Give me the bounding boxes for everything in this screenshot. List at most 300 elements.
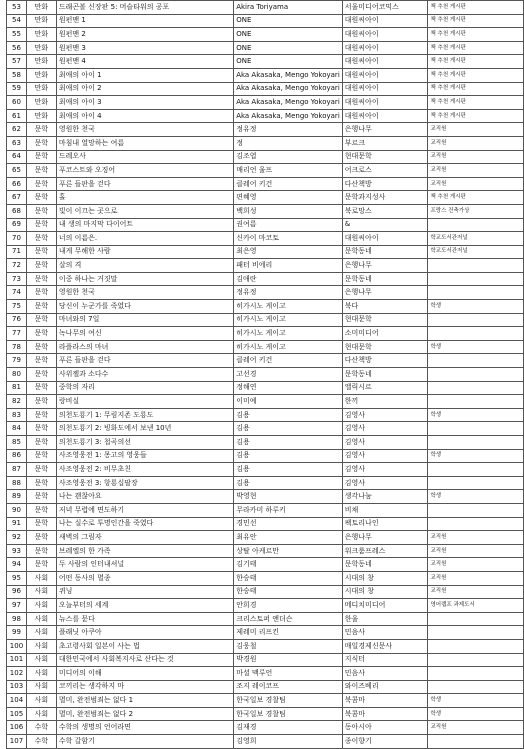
cell-category: 문학 xyxy=(26,544,56,558)
cell-title: 살의 격 xyxy=(56,259,233,273)
cell-publisher: 부르크 xyxy=(342,136,428,150)
cell-row-number: 90 xyxy=(7,503,27,517)
cell-recommender: 교직원 xyxy=(428,136,524,150)
cell-title: 두 사람의 인터내셔널 xyxy=(56,558,233,572)
table-row xyxy=(7,707,524,721)
cell-recommender xyxy=(428,381,524,395)
cell-title: 나는 괜찮아요 xyxy=(56,490,233,504)
table-row xyxy=(7,503,524,517)
cell-row-number: 74 xyxy=(7,286,27,300)
cell-row-number: 91 xyxy=(7,517,27,531)
cell-publisher: 한끼 xyxy=(342,395,428,409)
table-row xyxy=(7,28,524,42)
cell-category: 만화 xyxy=(26,68,56,82)
cell-recommender: 책 추천 게시판 xyxy=(428,109,524,123)
cell-recommender xyxy=(428,368,524,382)
cell-author: 한국일보 경찰팀 xyxy=(234,694,343,708)
cell-recommender: 학교도서관저널 xyxy=(428,245,524,259)
cell-title: 최애의 아이 1 xyxy=(56,68,233,82)
cell-title: 너의 이름은. xyxy=(56,232,233,246)
cell-publisher: 대원씨아이 xyxy=(342,14,428,28)
cell-author: 정해연 xyxy=(234,381,343,395)
table-row xyxy=(7,463,524,477)
cell-publisher: & xyxy=(342,218,428,232)
cell-recommender: 프랑스 건축가상 xyxy=(428,204,524,218)
cell-author: 한국일보 경찰팀 xyxy=(234,707,343,721)
cell-row-number: 85 xyxy=(7,436,27,450)
cell-recommender: 책 추천 게시판 xyxy=(428,191,524,205)
cell-title: 랑비실 xyxy=(56,395,233,409)
cell-author: 김용 xyxy=(234,422,343,436)
cell-category: 사회 xyxy=(26,667,56,681)
table-row xyxy=(7,313,524,327)
table-row xyxy=(7,544,524,558)
cell-title: 퀴닝 xyxy=(56,585,233,599)
cell-recommender xyxy=(428,667,524,681)
cell-title: 최애의 아이 4 xyxy=(56,109,233,123)
cell-row-number: 107 xyxy=(7,735,27,749)
cell-recommender xyxy=(428,422,524,436)
cell-title: 의천도룡기 3: 첩곡의선 xyxy=(56,436,233,450)
cell-title: 원펀맨 2 xyxy=(56,28,233,42)
table-row xyxy=(7,599,524,613)
cell-row-number: 87 xyxy=(7,463,27,477)
cell-row-number: 83 xyxy=(7,408,27,422)
cell-recommender xyxy=(428,517,524,531)
cell-title: 플래닛 아쿠아 xyxy=(56,626,233,640)
cell-recommender xyxy=(428,639,524,653)
table-row xyxy=(7,721,524,735)
cell-author: 마셜 맥루언 xyxy=(234,667,343,681)
cell-category: 사회 xyxy=(26,599,56,613)
cell-recommender: 책 추천 게시판 xyxy=(428,82,524,96)
cell-recommender xyxy=(428,680,524,694)
cell-publisher: 워크룸프레스 xyxy=(342,544,428,558)
table-row xyxy=(7,449,524,463)
cell-row-number: 75 xyxy=(7,300,27,314)
cell-title: 빛이 이끄는 곳으로 xyxy=(56,204,233,218)
cell-publisher: 대원씨아이 xyxy=(342,41,428,55)
cell-author: 백희성 xyxy=(234,204,343,218)
table-row xyxy=(7,571,524,585)
cell-row-number: 67 xyxy=(7,191,27,205)
cell-category: 문학 xyxy=(26,558,56,572)
cell-recommender: 교직원 xyxy=(428,123,524,137)
cell-author: 패터 비에리 xyxy=(234,259,343,273)
cell-recommender xyxy=(428,653,524,667)
cell-publisher: 종이향기 xyxy=(342,735,428,749)
cell-row-number: 80 xyxy=(7,368,27,382)
cell-category: 수학 xyxy=(26,735,56,749)
cell-recommender: 교직원 xyxy=(428,164,524,178)
cell-category: 사회 xyxy=(26,585,56,599)
cell-publisher: 현대문학 xyxy=(342,313,428,327)
cell-publisher: 김영사 xyxy=(342,422,428,436)
cell-category: 문학 xyxy=(26,340,56,354)
cell-publisher: 다산책방 xyxy=(342,354,428,368)
cell-title: 푸른 들판을 걷다 xyxy=(56,354,233,368)
table-row xyxy=(7,653,524,667)
cell-publisher: 생각나눔 xyxy=(342,490,428,504)
cell-title: 영원한 천국 xyxy=(56,123,233,137)
cell-row-number: 53 xyxy=(7,1,27,15)
cell-category: 만화 xyxy=(26,41,56,55)
cell-row-number: 66 xyxy=(7,177,27,191)
cell-publisher: 북로망스 xyxy=(342,204,428,218)
cell-recommender: 교직원 xyxy=(428,558,524,572)
cell-category: 만화 xyxy=(26,28,56,42)
table-row xyxy=(7,245,524,259)
cell-category: 사회 xyxy=(26,707,56,721)
cell-publisher: 북콤마 xyxy=(342,707,428,721)
cell-title: 대한민국에서 사회복지사로 산다는 것 xyxy=(56,653,233,667)
cell-recommender: 책 추천 게시판 xyxy=(428,68,524,82)
cell-author: 김조엽 xyxy=(234,150,343,164)
table-row xyxy=(7,136,524,150)
cell-publisher: 김영사 xyxy=(342,476,428,490)
cell-category: 문학 xyxy=(26,354,56,368)
cell-category: 만화 xyxy=(26,1,56,15)
cell-title: 홀 xyxy=(56,191,233,205)
cell-title: 의천도룡기 1: 무림지존 도룡도 xyxy=(56,408,233,422)
cell-author: 한승태 xyxy=(234,571,343,585)
table-row xyxy=(7,354,524,368)
cell-recommender: 책 추천 게시판 xyxy=(428,1,524,15)
cell-author: Aka Akasaka, Mengo Yokoyari xyxy=(234,96,343,110)
cell-recommender xyxy=(428,313,524,327)
cell-title: 수학의 생명의 언어라면 xyxy=(56,721,233,735)
cell-author: 클레어 키건 xyxy=(234,354,343,368)
cell-category: 문학 xyxy=(26,300,56,314)
cell-publisher: 팩토리나인 xyxy=(342,517,428,531)
cell-row-number: 59 xyxy=(7,82,27,96)
cell-author: 매리언 울프 xyxy=(234,164,343,178)
cell-author: 히가시노 게이고 xyxy=(234,313,343,327)
cell-title: 이중 하나는 거짓말 xyxy=(56,272,233,286)
cell-title: 라플라스의 마녀 xyxy=(56,340,233,354)
table-row xyxy=(7,735,524,749)
table-row xyxy=(7,123,524,137)
cell-title: 코끼리는 생각하지 마 xyxy=(56,680,233,694)
table-row xyxy=(7,272,524,286)
table-body xyxy=(7,1,524,749)
cell-author: 권여름 xyxy=(234,218,343,232)
cell-author: 신카이 마코토 xyxy=(234,232,343,246)
cell-category: 문학 xyxy=(26,245,56,259)
cell-category: 문학 xyxy=(26,490,56,504)
cell-category: 문학 xyxy=(26,327,56,341)
cell-category: 만화 xyxy=(26,109,56,123)
cell-category: 만화 xyxy=(26,96,56,110)
cell-author: 편혜영 xyxy=(234,191,343,205)
cell-author: 조지 레이코프 xyxy=(234,680,343,694)
cell-category: 문학 xyxy=(26,123,56,137)
table-row xyxy=(7,68,524,82)
cell-row-number: 70 xyxy=(7,232,27,246)
cell-title: 중학의 자리 xyxy=(56,381,233,395)
cell-category: 문학 xyxy=(26,517,56,531)
cell-recommender xyxy=(428,395,524,409)
cell-title: 뉴스를 묻다 xyxy=(56,612,233,626)
cell-row-number: 98 xyxy=(7,612,27,626)
cell-title: 의천도룡기 2: 빙화도에서 보낸 10년 xyxy=(56,422,233,436)
cell-title: 드래곤볼 신장판 5: 머슬타워의 공포 xyxy=(56,1,233,15)
cell-title: 원펀맨 3 xyxy=(56,41,233,55)
table-row xyxy=(7,368,524,382)
cell-recommender: 교직원 xyxy=(428,721,524,735)
table-row xyxy=(7,436,524,450)
cell-publisher: 엘릭시르 xyxy=(342,381,428,395)
cell-category: 문학 xyxy=(26,150,56,164)
table-row xyxy=(7,191,524,205)
cell-category: 문학 xyxy=(26,476,56,490)
cell-publisher: 시대의 창 xyxy=(342,585,428,599)
cell-publisher: 시대의 창 xyxy=(342,571,428,585)
cell-publisher: 문학동네 xyxy=(342,272,428,286)
table-row xyxy=(7,585,524,599)
cell-title: 사조영웅전 1: 몽고의 영웅들 xyxy=(56,449,233,463)
cell-author: Aka Akasaka, Mengo Yokoyari xyxy=(234,68,343,82)
table-row xyxy=(7,286,524,300)
cell-category: 문학 xyxy=(26,422,56,436)
cell-recommender: 교직원 xyxy=(428,177,524,191)
cell-row-number: 69 xyxy=(7,218,27,232)
cell-author: 김영희 xyxy=(234,735,343,749)
cell-author: ONE xyxy=(234,41,343,55)
cell-publisher: 김영사 xyxy=(342,408,428,422)
cell-title: 오늘부터의 세계 xyxy=(56,599,233,613)
cell-row-number: 105 xyxy=(7,707,27,721)
cell-author: ONE xyxy=(234,55,343,69)
cell-row-number: 68 xyxy=(7,204,27,218)
cell-row-number: 72 xyxy=(7,259,27,273)
table-row xyxy=(7,626,524,640)
table-row xyxy=(7,41,524,55)
cell-publisher: 민음사 xyxy=(342,667,428,681)
cell-publisher: 은행나무 xyxy=(342,531,428,545)
cell-publisher: 메디치미디어 xyxy=(342,599,428,613)
cell-author: Aka Akasaka, Mengo Yokoyari xyxy=(234,82,343,96)
table-row xyxy=(7,55,524,69)
cell-row-number: 58 xyxy=(7,68,27,82)
cell-title: 녹나무의 여신 xyxy=(56,327,233,341)
cell-author: 최은영 xyxy=(234,245,343,259)
cell-row-number: 73 xyxy=(7,272,27,286)
table-row xyxy=(7,96,524,110)
table-row xyxy=(7,232,524,246)
cell-title: 나는 실수로 투명인간을 죽였다 xyxy=(56,517,233,531)
cell-recommender: 학생 xyxy=(428,300,524,314)
cell-row-number: 65 xyxy=(7,164,27,178)
table-row xyxy=(7,327,524,341)
table-row xyxy=(7,395,524,409)
cell-category: 문학 xyxy=(26,232,56,246)
cell-row-number: 93 xyxy=(7,544,27,558)
cell-recommender: 교직원 xyxy=(428,150,524,164)
cell-row-number: 71 xyxy=(7,245,27,259)
cell-recommender: 학생 xyxy=(428,707,524,721)
cell-author: ONE xyxy=(234,14,343,28)
cell-publisher: 민음사 xyxy=(342,626,428,640)
cell-author: 경민선 xyxy=(234,517,343,531)
cell-row-number: 94 xyxy=(7,558,27,572)
cell-recommender: 교직원 xyxy=(428,544,524,558)
cell-publisher: 지식터 xyxy=(342,653,428,667)
cell-row-number: 77 xyxy=(7,327,27,341)
cell-category: 사회 xyxy=(26,694,56,708)
cell-title: 내게 무해한 사람 xyxy=(56,245,233,259)
cell-row-number: 54 xyxy=(7,14,27,28)
cell-row-number: 62 xyxy=(7,123,27,137)
cell-recommender xyxy=(428,612,524,626)
cell-category: 사회 xyxy=(26,612,56,626)
cell-title: 원펀맨 1 xyxy=(56,14,233,28)
cell-author: 김기태 xyxy=(234,558,343,572)
cell-category: 문학 xyxy=(26,503,56,517)
cell-title: 드레오사 xyxy=(56,150,233,164)
cell-author: 김용 xyxy=(234,463,343,477)
cell-recommender xyxy=(428,626,524,640)
table-row xyxy=(7,680,524,694)
table-row xyxy=(7,381,524,395)
cell-title: 최애의 아이 3 xyxy=(56,96,233,110)
cell-author: 히가시노 게이고 xyxy=(234,340,343,354)
cell-row-number: 81 xyxy=(7,381,27,395)
table-row xyxy=(7,422,524,436)
table-row xyxy=(7,14,524,28)
cell-publisher: 은행나무 xyxy=(342,123,428,137)
cell-row-number: 88 xyxy=(7,476,27,490)
table-row xyxy=(7,109,524,123)
cell-row-number: 104 xyxy=(7,694,27,708)
cell-title: 푸른 들판을 걷다 xyxy=(56,177,233,191)
cell-publisher: 대원씨아이 xyxy=(342,232,428,246)
cell-row-number: 63 xyxy=(7,136,27,150)
cell-title: 미디어의 이해 xyxy=(56,667,233,681)
cell-title: 어떤 동사의 멸종 xyxy=(56,571,233,585)
cell-title: 마녀와의 7일 xyxy=(56,313,233,327)
cell-row-number: 57 xyxy=(7,55,27,69)
cell-title: 멸미, 완전범죄는 없다 2 xyxy=(56,707,233,721)
cell-row-number: 82 xyxy=(7,395,27,409)
cell-recommender xyxy=(428,476,524,490)
cell-row-number: 86 xyxy=(7,449,27,463)
cell-title: 사조영웅전 3: 항룡십팔장 xyxy=(56,476,233,490)
cell-publisher: 김영사 xyxy=(342,463,428,477)
cell-publisher: 소미미디어 xyxy=(342,327,428,341)
cell-recommender: 책 추천 게시판 xyxy=(428,41,524,55)
cell-category: 사회 xyxy=(26,571,56,585)
cell-title: 수학 갈함기 xyxy=(56,735,233,749)
cell-author: 김재경 xyxy=(234,721,343,735)
cell-row-number: 79 xyxy=(7,354,27,368)
cell-recommender xyxy=(428,354,524,368)
cell-row-number: 96 xyxy=(7,585,27,599)
table-row xyxy=(7,82,524,96)
cell-recommender: 학생 xyxy=(428,449,524,463)
cell-publisher: 대원씨아이 xyxy=(342,68,428,82)
cell-recommender xyxy=(428,286,524,300)
cell-author: 박경원 xyxy=(234,653,343,667)
cell-title: 초고령사회 일본이 사는 법 xyxy=(56,639,233,653)
table-row xyxy=(7,476,524,490)
cell-author: Akira Toriyama xyxy=(234,1,343,15)
cell-category: 사회 xyxy=(26,639,56,653)
cell-row-number: 56 xyxy=(7,41,27,55)
cell-author: 안희경 xyxy=(234,599,343,613)
cell-publisher: 문학동네 xyxy=(342,558,428,572)
cell-author: 김용 xyxy=(234,408,343,422)
cell-author: 무라카미 하루키 xyxy=(234,503,343,517)
cell-recommender: 학생 xyxy=(428,490,524,504)
cell-title: 브레엘의 한 가족 xyxy=(56,544,233,558)
cell-author: 김웅철 xyxy=(234,639,343,653)
table-row xyxy=(7,694,524,708)
table-row xyxy=(7,300,524,314)
cell-title: 마침내 열망하는 여름 xyxy=(56,136,233,150)
table-row xyxy=(7,558,524,572)
cell-title: 사조영웅전 2: 비무초친 xyxy=(56,463,233,477)
table-row xyxy=(7,639,524,653)
cell-author: 히가시노 게이고 xyxy=(234,327,343,341)
cell-author: 크리스토퍼 앤더슨 xyxy=(234,612,343,626)
book-list-table xyxy=(6,0,524,749)
cell-publisher: 비채 xyxy=(342,503,428,517)
cell-author: 클레어 키건 xyxy=(234,177,343,191)
cell-publisher: 한울 xyxy=(342,612,428,626)
table-row xyxy=(7,340,524,354)
cell-author: 김용 xyxy=(234,449,343,463)
cell-recommender xyxy=(428,503,524,517)
cell-publisher: 대원씨아이 xyxy=(342,109,428,123)
cell-author: 고선경 xyxy=(234,368,343,382)
cell-author: ONE xyxy=(234,28,343,42)
table-row xyxy=(7,612,524,626)
cell-title: 사위젤과 소다수 xyxy=(56,368,233,382)
cell-author: 이미예 xyxy=(234,395,343,409)
cell-publisher: 현대문학 xyxy=(342,150,428,164)
cell-category: 사회 xyxy=(26,680,56,694)
cell-row-number: 55 xyxy=(7,28,27,42)
cell-recommender: 학생 xyxy=(428,694,524,708)
cell-title: 저녁 무렵에 면도하기 xyxy=(56,503,233,517)
cell-row-number: 84 xyxy=(7,422,27,436)
cell-recommender: 교직원 xyxy=(428,571,524,585)
table-row xyxy=(7,204,524,218)
cell-category: 문학 xyxy=(26,204,56,218)
cell-author: 김애란 xyxy=(234,272,343,286)
cell-author: 한승태 xyxy=(234,585,343,599)
cell-publisher: 현대문학 xyxy=(342,340,428,354)
cell-category: 문학 xyxy=(26,191,56,205)
table-row xyxy=(7,408,524,422)
cell-row-number: 89 xyxy=(7,490,27,504)
cell-publisher: 문학동네 xyxy=(342,368,428,382)
cell-publisher: 서울미디어코믹스 xyxy=(342,1,428,15)
cell-author: 제레미 리프킨 xyxy=(234,626,343,640)
cell-author: 최유안 xyxy=(234,531,343,545)
table-row xyxy=(7,531,524,545)
cell-category: 수학 xyxy=(26,721,56,735)
cell-category: 사회 xyxy=(26,626,56,640)
cell-publisher: 김영사 xyxy=(342,436,428,450)
cell-category: 문학 xyxy=(26,531,56,545)
cell-recommender: 책 추천 게시판 xyxy=(428,96,524,110)
table-row xyxy=(7,164,524,178)
cell-recommender: 학생 xyxy=(428,408,524,422)
cell-title: 영원한 천국 xyxy=(56,286,233,300)
table-row xyxy=(7,490,524,504)
